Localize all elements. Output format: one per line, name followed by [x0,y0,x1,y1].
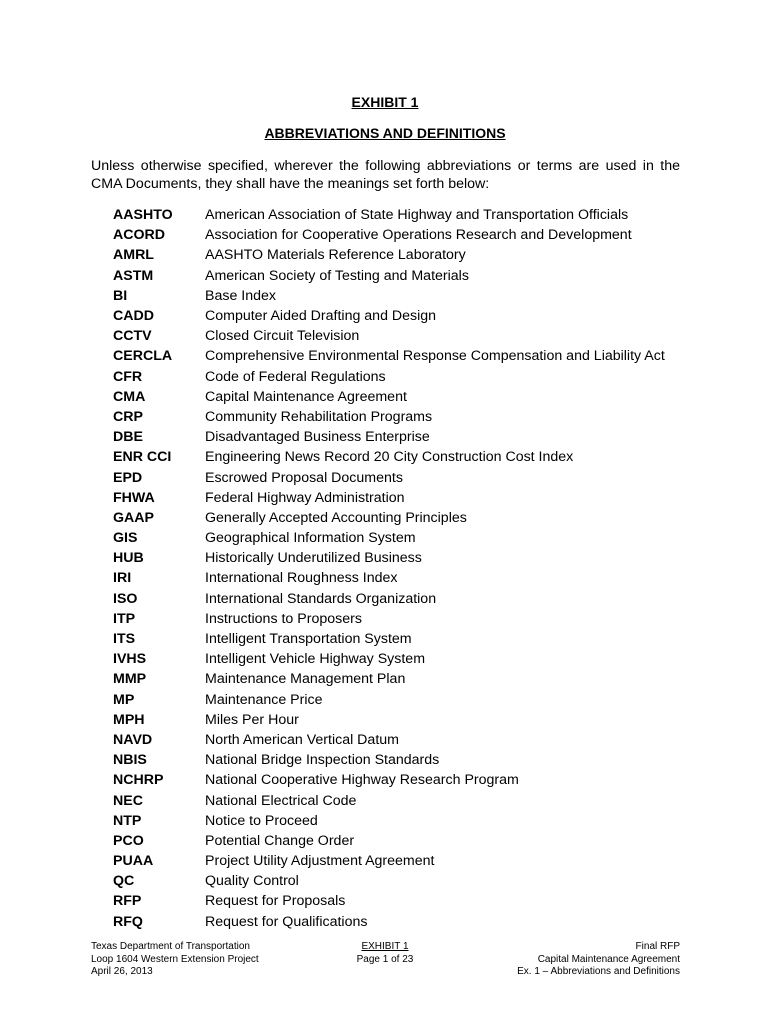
footer-page-number: Page 1 of 23 [356,953,414,965]
abbreviation-definition: American Association of State Highway and Transportation Officials [205,207,629,224]
list-item [113,245,693,265]
exhibit-heading: EXHIBIT 1 [351,94,419,110]
list-item [113,912,693,932]
abbreviation-term: PUAA [113,853,154,870]
abbreviation-term: CCTV [113,328,152,345]
abbreviation-definition: Capital Maintenance Agreement [205,388,407,405]
list-item [113,730,693,750]
abbreviation-term: IRI [113,570,132,587]
abbreviation-list [113,205,693,932]
abbreviation-term: GIS [113,530,138,547]
list-item [113,266,693,286]
abbreviation-definition: Geographical Information System [205,530,416,547]
list-item [113,286,693,306]
abbreviation-term: HUB [113,550,144,567]
abbreviation-definition: Request for Qualifications [205,913,368,930]
abbreviation-definition: Escrowed Proposal Documents [205,469,403,486]
abbreviation-definition: Notice to Proceed [205,812,318,829]
list-item [113,629,693,649]
abbreviation-definition: Base Index [205,287,276,304]
abbreviation-definition: Miles Per Hour [205,711,299,728]
abbreviation-term: ITP [113,610,136,627]
intro-paragraph: Unless otherwise specified, wherever the following abbreviations or terms are used in the CMA Documents, they shall have the meanings set forth below: [91,158,680,192]
abbreviation-definition: Disadvantaged Business Enterprise [205,429,430,446]
abbreviation-term: IVHS [113,651,147,668]
abbreviation-definition: Engineering News Record 20 City Construction Cost Index [205,449,574,466]
footer-right [420,941,680,979]
list-item [113,508,693,528]
footer-org: Texas Department of Transportation [91,941,250,952]
list-item [113,367,693,387]
abbreviation-definition: Community Rehabilitation Programs [205,408,433,425]
list-item [113,488,693,508]
list-item [113,851,693,871]
abbreviation-definition: National Electrical Code [205,792,357,809]
abbreviation-term: PCO [113,832,144,849]
list-item [113,568,693,588]
abbreviation-term: MPH [113,711,145,728]
list-item [113,306,693,326]
list-item [113,407,693,427]
abbreviation-term: CADD [113,308,154,325]
list-item [113,589,693,609]
abbreviation-definition: AASHTO Materials Reference Laboratory [205,247,466,264]
list-item [113,346,693,366]
abbreviation-definition: Maintenance Management Plan [205,671,406,688]
list-item [113,770,693,790]
list-item [113,427,693,447]
abbreviation-definition: Instructions to Proposers [205,610,362,627]
abbreviation-definition: International Standards Organization [205,590,437,607]
abbreviation-term: AASHTO [113,207,173,224]
footer-date: April 26, 2013 [91,966,153,978]
list-item [113,750,693,770]
abbreviation-term: NTP [113,812,142,829]
abbreviation-term: BI [113,287,128,304]
abbreviation-definition: Comprehensive Environmental Response Compensation and Liability Act [205,348,665,365]
abbreviation-definition: American Society of Testing and Materials [205,267,469,284]
list-item [113,447,693,467]
list-item [113,467,693,487]
abbreviation-definition: Project Utility Adjustment Agreement [205,853,435,870]
abbreviation-term: CFR [113,368,143,385]
list-item [113,326,693,346]
list-item [113,811,693,831]
abbreviation-term: NBIS [113,752,147,769]
abbreviation-definition: National Bridge Inspection Standards [205,752,440,769]
list-item [113,387,693,407]
abbreviation-term: GAAP [113,509,154,526]
abbreviation-term: ENR CCI [113,449,172,466]
footer-section: Ex. 1 – Abbreviations and Definitions [517,966,680,978]
abbreviation-term: CMA [113,388,146,405]
abbreviation-definition: Association for Cooperative Operations Research and Development [205,227,632,244]
abbreviation-term: NAVD [113,731,153,748]
abbreviation-definition: Intelligent Transportation System [205,631,412,648]
list-item [113,891,693,911]
abbreviation-term: ITS [113,631,136,648]
list-item [113,205,693,225]
abbreviation-term: CERCLA [113,348,173,365]
abbreviation-definition: International Roughness Index [205,570,398,587]
abbreviation-definition: Intelligent Vehicle Highway System [205,651,426,668]
abbreviation-term: QC [113,873,135,890]
abbreviation-definition: Federal Highway Administration [205,489,405,506]
list-item [113,710,693,730]
footer-exhibit: EXHIBIT 1 [361,941,409,952]
abbreviation-definition: National Cooperative Highway Research Program [205,772,519,789]
abbreviation-term: MP [113,691,135,708]
footer-left [91,941,311,979]
abbreviation-term: ACORD [113,227,166,244]
abbreviation-term: ISO [113,590,138,607]
list-item [113,548,693,568]
abbreviation-definition: North American Vertical Datum [205,731,399,748]
abbreviation-definition: Generally Accepted Accounting Principles [205,509,467,526]
list-item [113,690,693,710]
abbreviation-definition: Computer Aided Drafting and Design [205,308,437,325]
abbreviation-definition: Request for Proposals [205,893,346,910]
list-item [113,669,693,689]
list-item [113,649,693,669]
abbreviation-term: EPD [113,469,143,486]
abbreviation-term: MMP [113,671,147,688]
footer-agreement: Capital Maintenance Agreement [537,953,680,965]
abbreviation-term: RFP [113,893,142,910]
page-title: ABBREVIATIONS AND DEFINITIONS [264,125,506,141]
list-item [113,831,693,851]
list-item [113,790,693,810]
abbreviation-term: DBE [113,429,143,446]
abbreviation-term: ASTM [113,267,154,284]
abbreviation-term: AMRL [113,247,154,264]
list-item [113,871,693,891]
list-item [113,225,693,245]
abbreviation-definition: Historically Underutilized Business [205,550,422,567]
abbreviation-definition: Quality Control [205,873,299,890]
abbreviation-definition: Potential Change Order [205,832,355,849]
abbreviation-term: RFQ [113,913,143,930]
abbreviation-term: NEC [113,792,143,809]
abbreviation-term: NCHRP [113,772,164,789]
abbreviation-definition: Closed Circuit Television [205,328,360,345]
footer-status: Final RFP [635,941,680,952]
abbreviation-definition: Maintenance Price [205,691,323,708]
abbreviation-definition: Code of Federal Regulations [205,368,386,385]
footer-project: Loop 1604 Western Extension Project [91,953,259,965]
list-item [113,609,693,629]
abbreviation-term: CRP [113,408,143,425]
list-item [113,528,693,548]
abbreviation-term: FHWA [113,489,155,506]
